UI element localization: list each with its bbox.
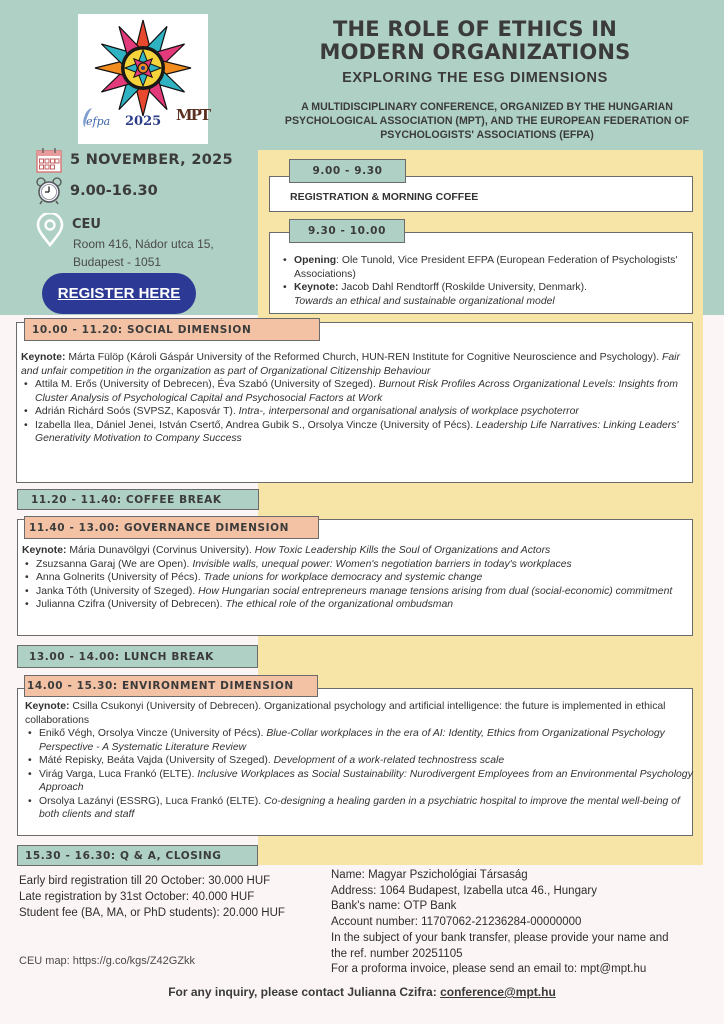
list-item bbox=[25, 795, 693, 822]
alarm-clock-icon bbox=[36, 177, 62, 205]
session-coffee-break: 11.20 - 11.40: COFFEE BREAK bbox=[17, 489, 259, 510]
talk-title: How Hungarian social entrepreneurs manage tensions arising from dual (social-economic) commitment bbox=[198, 585, 673, 597]
title-line-1: THE ROLE OF ETHICS IN bbox=[332, 17, 617, 41]
session-closing: 15.30 - 16.30: Q & A, CLOSING bbox=[17, 845, 258, 866]
logo-year: 2025 bbox=[125, 114, 162, 129]
event-time-text: 9.00-16.30 bbox=[70, 183, 158, 199]
registration-fees bbox=[19, 873, 285, 921]
calendar-icon bbox=[36, 147, 62, 173]
talk-authors: Máté Repisky, Beáta Vajda (University of Szeged). bbox=[39, 755, 274, 766]
session-time-tag: 9.30 - 10.00 bbox=[289, 219, 405, 243]
conference-logo bbox=[78, 14, 208, 144]
bank-account-name: Name: Magyar Pszichológiai Társaság bbox=[331, 869, 528, 881]
opening-list bbox=[280, 254, 690, 308]
keynote bbox=[22, 544, 692, 558]
item-text: : Ole Tunold, Vice President EFPA (European Federation of Psychologists' Associations) bbox=[294, 255, 678, 280]
session-time-tag: 14.00 - 15.30: ENVIRONMENT DIMENSION bbox=[24, 675, 318, 697]
event-date-text: 5 NOVEMBER, 2025 bbox=[70, 152, 233, 168]
list-item bbox=[21, 378, 691, 405]
session-environment-dimension bbox=[17, 688, 693, 836]
talk-list bbox=[25, 727, 693, 822]
talk-title: Inclusive Workplaces as Social Sustainability: Nurodivergent Employees from an Environmental Psychology Approach bbox=[39, 768, 693, 793]
efpa-logo: efpa bbox=[86, 115, 111, 128]
talk-authors: Anna Golnerits (University of Pécs). bbox=[36, 572, 204, 583]
fee-early-bird: Early bird registration till 20 October: 30.000 HUF bbox=[19, 875, 271, 887]
bank-reference-number: the ref. number 20251105 bbox=[331, 947, 463, 960]
keynote-label: Keynote: bbox=[21, 352, 66, 363]
talk-authors: Izabella Ilea, Dániel Jenei, István Csertő, Andrea Gubik S., Orsolya Vincze (University of Pécs). bbox=[35, 419, 477, 431]
talk-title: Trade unions for workplace democracy and systemic change bbox=[203, 572, 483, 583]
proforma-invoice-note: For a proforma invoice, please send an email to: mpt@mpt.hu bbox=[331, 963, 647, 976]
event-date bbox=[36, 147, 233, 173]
talk-title: Burnout Risk Profiles Across Organizational Levels: Insights from Cluster Analysis of Psychological Capital and Psychosocial Factors at Work bbox=[35, 379, 678, 404]
talk-authors: Zsuzsanna Garaj (We are Open). bbox=[36, 558, 193, 570]
session-time-tag: 9.00 - 9.30 bbox=[289, 159, 406, 183]
talk-title: Invisible walls, unequal power: Women's negotiation barriers in today's workplaces bbox=[192, 558, 572, 570]
session-time-tag: 10.00 - 11.20: SOCIAL DIMENSION bbox=[24, 318, 320, 341]
talk-title: Co-designing a healing garden in a psychiatric hospital to improve the mental well-being of both clients and staff bbox=[39, 795, 680, 820]
mandala-icon bbox=[93, 18, 193, 118]
list-item bbox=[25, 768, 693, 795]
list-item bbox=[21, 419, 691, 446]
bank-account-number: Account number: 11707062-21236284-00000000 bbox=[331, 916, 582, 929]
keynote-label: Keynote: bbox=[25, 701, 70, 712]
talk-authors: Enikő Végh, Orsolya Vincze (University of Pécs). bbox=[39, 728, 267, 739]
item-text: Jacob Dahl Rendtorff (Roskilde University, Denmark). bbox=[338, 282, 587, 293]
address-line-1: Room 416, Nádor utca 15, bbox=[73, 237, 214, 251]
bank-transfer-note: In the subject of your bank transfer, please provide your name and bbox=[331, 931, 669, 944]
environment-content bbox=[25, 700, 693, 822]
bank-details bbox=[331, 868, 669, 978]
talk-title: Leadership Life Narratives: Linking Leaders' Generativity Motivation to Company Success bbox=[35, 419, 679, 444]
list-item bbox=[22, 558, 692, 572]
list-item bbox=[280, 281, 690, 308]
talk-list bbox=[21, 378, 691, 446]
governance-content bbox=[22, 544, 692, 612]
keynote-label: Keynote: bbox=[22, 545, 67, 556]
page-title bbox=[275, 18, 675, 64]
keynote bbox=[25, 700, 693, 727]
keynote-title: Fair and unfair competition in the organization as part of Organizational Citizenship Behaviour bbox=[21, 352, 680, 377]
bank-address: Address: 1064 Budapest, Izabella utca 46., Hungary bbox=[331, 884, 597, 897]
organizers-text: A MULTIDISCIPLINARY CONFERENCE, ORGANIZED BY THE HUNGARIAN PSYCHOLOGICAL ASSOCIATION (MPT), AND THE EUROPEAN FEDERATION OF PSYCHOLOGISTS' ASSOCIATIONS (EFPA) bbox=[284, 101, 690, 141]
keynote-title: How Toxic Leadership Kills the Soul of Organizations and Actors bbox=[254, 545, 551, 556]
talk-authors: Adrián Richárd Soós (SVPSZ, Kaposvár T). bbox=[35, 406, 239, 417]
contact-inquiry bbox=[0, 985, 724, 999]
ceu-map-link[interactable]: CEU map: https://g.co/kgs/Z42GZkk bbox=[19, 955, 196, 967]
list-item bbox=[25, 727, 693, 754]
keynote-speaker: Márta Fülöp (Károli Gáspár University of the Reformed Church, HUN-REN Institute for Cognitive Neuroscience and Psychology). bbox=[65, 352, 663, 363]
inquiry-text: For any inquiry, please contact Julianna Czifra: bbox=[168, 985, 441, 999]
fee-student: Student fee (BA, MA, or PhD students): 20.000 HUF bbox=[19, 907, 285, 919]
talk-authors: Attila M. Erős (University of Debrecen), Éva Szabó (University of Szeged). bbox=[35, 379, 379, 390]
location-pin-icon bbox=[36, 213, 64, 247]
talk-title: The ethical role of the organizational ombudsman bbox=[225, 599, 453, 610]
fee-late: Late registration by 31st October: 40.000 HUF bbox=[19, 891, 255, 903]
page-subtitle: EXPLORING THE ESG DIMENSIONS bbox=[342, 70, 608, 86]
list-item bbox=[21, 405, 691, 419]
social-content bbox=[21, 351, 691, 446]
session-social-dimension bbox=[16, 322, 693, 483]
bank-name: Bank's name: OTP Bank bbox=[331, 900, 457, 913]
list-item bbox=[25, 754, 693, 768]
session-opening bbox=[269, 232, 693, 314]
talk-title: Towards an ethical and sustainable organizational model bbox=[294, 295, 555, 307]
item-label: Opening bbox=[294, 255, 337, 266]
talk-authors: Virág Varga, Luca Frankó (ELTE). bbox=[39, 768, 198, 780]
keynote-speaker: Mária Dunavölgyi (Corvinus University). bbox=[66, 545, 255, 556]
talk-authors: Julianna Czifra (University of Debrecen). bbox=[36, 599, 226, 610]
venue-address bbox=[73, 235, 273, 271]
venue-name: CEU bbox=[72, 217, 101, 232]
talk-authors: Janka Tóth (University of Szeged). bbox=[36, 585, 199, 597]
register-here-button[interactable]: REGISTER HERE bbox=[42, 273, 196, 314]
mpt-logo: MPT bbox=[176, 106, 210, 124]
title-line-2: MODERN ORGANIZATIONS bbox=[319, 40, 631, 64]
talk-title: Intra-, interpersonal and organisational analysis of workplace psychoterror bbox=[238, 406, 579, 417]
talk-authors: Orsolya Lazányi (ESSRG), Luca Frankó (ELTE). bbox=[39, 795, 265, 807]
session-time-tag: 11.40 - 13.00: GOVERNANCE DIMENSION bbox=[24, 516, 319, 539]
address-line-2: Budapest - 1051 bbox=[73, 255, 162, 269]
list-item bbox=[22, 571, 692, 585]
list-item bbox=[22, 585, 692, 599]
talk-title: Blue-Collar workplaces in the era of AI: Identity, Ethics from Organizational Psychology Perspective - A Systematic Literature Review bbox=[39, 728, 665, 753]
session-lunch-break: 13.00 - 14.00: LUNCH BREAK bbox=[17, 645, 258, 668]
keynote-speaker: Csilla Csukonyi (University of Debrecen). Organizational psychology and artificial intelligence: the future is implemented in ethical collaborations bbox=[25, 701, 666, 726]
talk-list bbox=[22, 558, 692, 612]
item-label: Keynote: bbox=[294, 282, 339, 293]
event-time bbox=[36, 177, 158, 205]
session-title: REGISTRATION & MORNING COFFEE bbox=[290, 191, 479, 203]
contact-email-link[interactable]: conference@mpt.hu bbox=[440, 985, 556, 999]
list-item bbox=[22, 598, 692, 612]
list-item bbox=[280, 254, 690, 281]
event-location bbox=[36, 213, 214, 269]
talk-title: Development of a work-related technostress scale bbox=[273, 755, 505, 766]
keynote bbox=[21, 351, 691, 378]
